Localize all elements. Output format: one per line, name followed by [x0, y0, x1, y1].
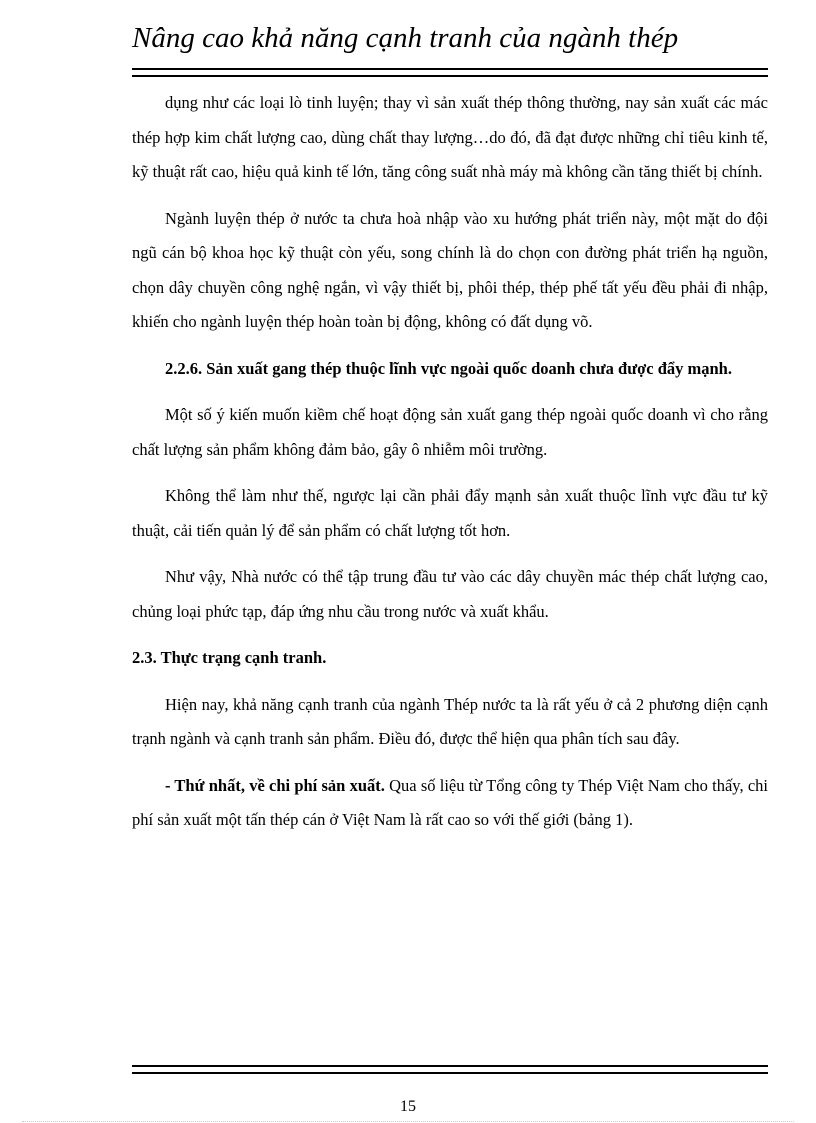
paragraph: Như vậy, Nhà nước có thể tập trung đầu tư vào các dây chuyền mác thép chất lượng cao, chủng loại phức tạp, đáp ứng nhu cầu trong nước và xuất khẩu. [132, 567, 768, 621]
paragraph-text: Qua số liệu từ Tổng công ty Thép Việt Nam cho thấy, chi phí sản xuất một tấn thép cán ở Việt Nam là rất cao so với thế giới (bảng 1). [132, 775, 768, 829]
paragraph-lead-bold: - Thứ nhất, về chi phí sản xuất. [165, 775, 385, 795]
document-body [132, 86, 768, 850]
paragraph: Một số ý kiến muốn kiềm chế hoạt động sản xuất gang thép ngoài quốc doanh vì cho rằng chất lượng sản phẩm không đảm bảo, gây ô nhiễm môi trường. [132, 405, 768, 459]
header-double-rule [132, 68, 768, 77]
section-heading-2-3: 2.3. Thực trạng cạnh tranh. [132, 648, 327, 667]
footer-double-rule [132, 1065, 768, 1074]
paragraph: dụng như các loại lò tinh luyện; thay vì sản xuất thép thông thường, nay sản xuất các mác thép hợp kim chất lượng cao, dùng chất thay lượng…do đó, đã đạt được những chỉ tiêu kinh tế, kỹ thuật rất cao, hiệu quả kinh tế lớn, tăng công suất nhà máy mà không cần tăng thiết bị chính. [132, 93, 768, 181]
paragraph: Hiện nay, khả năng cạnh tranh của ngành Thép nước ta là rất yếu ở cả 2 phương diện cạnh trạnh ngành và cạnh tranh sản phẩm. Điều đó, được thể hiện qua phân tích sau đây. [132, 694, 768, 748]
section-heading-2-2-6: 2.2.6. Sản xuất gang thép thuộc lĩnh vực ngoài quốc doanh chưa được đẩy mạnh. [165, 358, 732, 378]
page-number: 15 [400, 1098, 416, 1115]
page-header-title: Nâng cao khả năng cạnh tranh của ngành thép [132, 22, 679, 54]
paragraph: Không thể làm như thế, ngược lại cần phải đẩy mạnh sản xuất thuộc lĩnh vực đầu tư kỹ thuật, cải tiến quản lý để sản phẩm có chất lượng tốt hơn. [132, 486, 768, 540]
paragraph [132, 769, 768, 838]
page-edge-dotted-line [22, 1121, 794, 1122]
paragraph: Ngành luyện thép ở nước ta chưa hoà nhập vào xu hướng phát triển này, một mặt do đội ngũ cán bộ khoa học kỹ thuật còn yếu, song chính là do chọn con đường phát triển hạ nguồn, chọn dây chuyền công nghệ ngắn, vì vậy thiết bị, phôi thép, thép phế tất yếu đều phải đi nhập, khiến cho ngành luyện thép hoàn toàn bị động, không có đất dụng võ. [132, 208, 768, 331]
